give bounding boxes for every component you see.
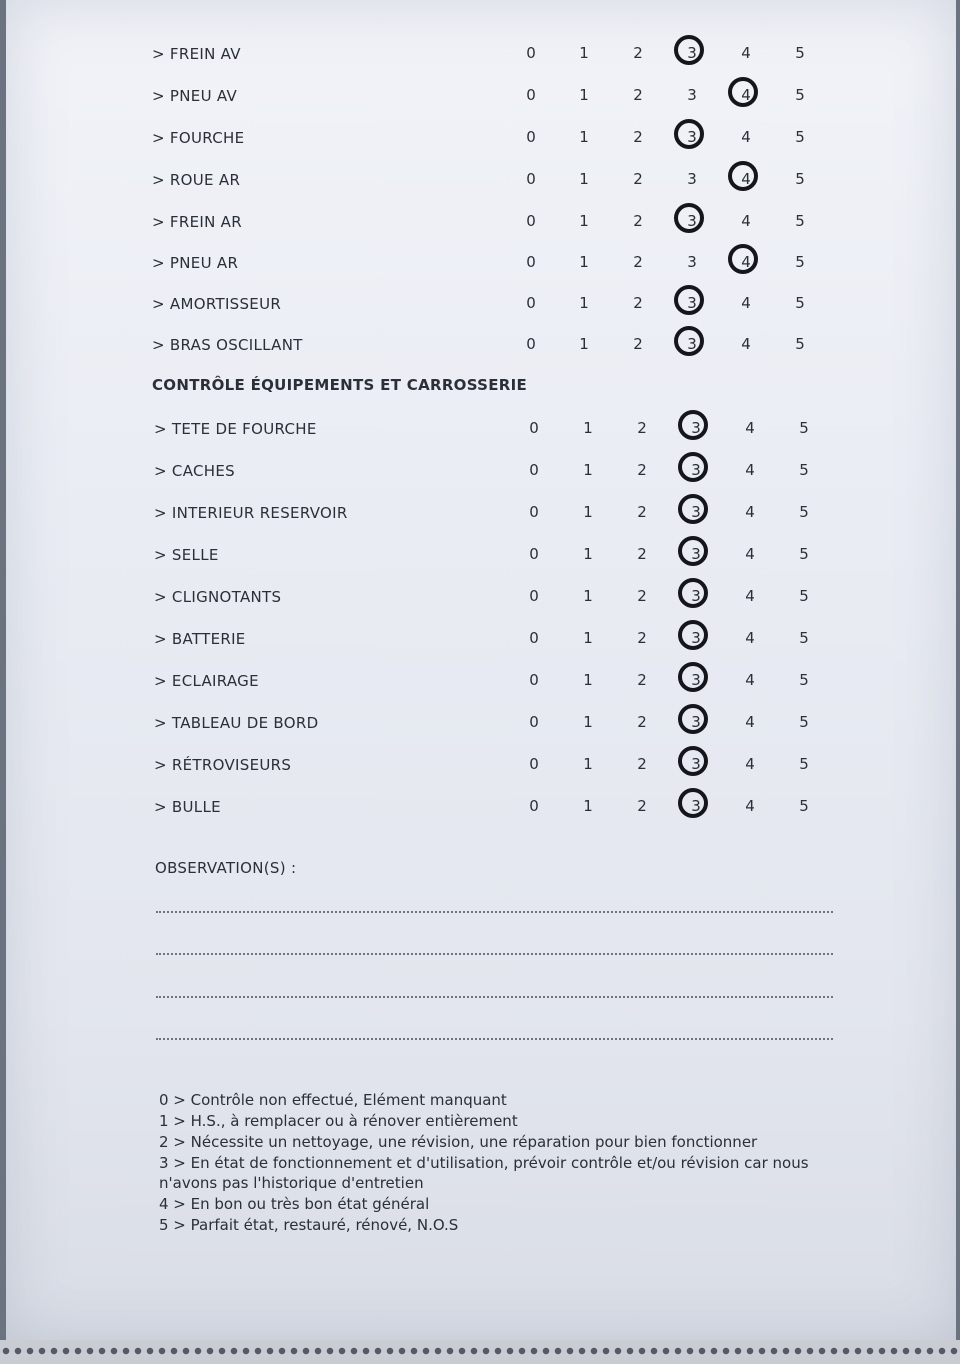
score-option[interactable]: 5 [795,335,805,353]
score-option[interactable]: 5 [799,755,809,773]
score-option[interactable]: 2 [633,335,643,353]
score-option[interactable]: 5 [799,503,809,521]
score-option[interactable]: 2 [637,671,647,689]
score-option[interactable]: 1 [579,212,589,230]
score-option[interactable]: 0 [529,671,539,689]
score-option[interactable]: 0 [526,86,536,104]
score-option[interactable]: 0 [526,170,536,188]
score-option[interactable]: 2 [633,86,643,104]
observation-line[interactable] [156,996,833,998]
score-option[interactable]: 1 [583,629,593,647]
score-option-selected[interactable]: 3 [686,503,706,521]
score-option[interactable]: 2 [637,713,647,731]
score-option[interactable]: 2 [637,545,647,563]
score-option[interactable]: 0 [529,797,539,815]
rating-row-label: > PNEU AV [152,87,238,105]
score-option[interactable]: 1 [579,294,589,312]
rating-row [6,629,960,659]
score-option[interactable]: 2 [633,294,643,312]
score-option-selected[interactable]: 3 [682,128,702,146]
rating-row-label: > BRAS OSCILLANT [152,336,303,354]
score-option[interactable]: 4 [745,419,755,437]
score-option-selected[interactable]: 3 [686,755,706,773]
score-option[interactable]: 4 [745,755,755,773]
legend-line: 5 > Parfait état, restauré, rénové, N.O.S [159,1216,459,1234]
score-option[interactable]: 0 [526,253,536,271]
score-option[interactable]: 0 [529,755,539,773]
score-option[interactable]: 5 [799,713,809,731]
score-option[interactable]: 0 [529,503,539,521]
score-option[interactable]: 2 [633,44,643,62]
rating-row [6,671,960,701]
score-option-selected[interactable]: 3 [686,629,706,647]
score-option[interactable]: 4 [745,545,755,563]
rating-row [6,755,960,785]
score-option[interactable]: 0 [526,128,536,146]
score-option[interactable]: 0 [526,335,536,353]
rating-row-label: > BULLE [154,798,221,816]
rating-row-label: > AMORTISSEUR [152,295,282,313]
score-option-selected[interactable]: 3 [686,461,706,479]
score-option[interactable]: 1 [583,419,593,437]
score-option[interactable]: 0 [526,44,536,62]
rating-row [6,713,960,743]
score-option[interactable]: 0 [526,294,536,312]
rating-row-label: > FOURCHE [152,129,245,147]
rating-row-label: > TETE DE FOURCHE [154,420,317,438]
score-option[interactable]: 5 [799,671,809,689]
score-option-selected[interactable]: 3 [686,713,706,731]
score-option[interactable]: 1 [583,713,593,731]
rating-row-label: > CLIGNOTANTS [154,588,282,606]
score-option[interactable]: 4 [741,294,751,312]
rating-row [6,170,960,200]
rating-row [6,212,960,242]
score-option[interactable]: 5 [795,170,805,188]
score-option[interactable]: 2 [633,212,643,230]
score-option[interactable]: 1 [579,86,589,104]
score-option[interactable]: 0 [529,419,539,437]
section-title: CONTRÔLE ÉQUIPEMENTS ET CARROSSERIE [152,376,528,394]
score-option[interactable]: 3 [687,170,697,188]
score-option[interactable]: 5 [795,294,805,312]
score-option[interactable]: 4 [745,797,755,815]
score-option-selected[interactable]: 3 [686,545,706,563]
score-option-selected[interactable]: 3 [686,419,706,437]
plastic-sleeve-binding [0,1340,960,1364]
score-option[interactable]: 4 [745,461,755,479]
observations-title: OBSERVATION(S) : [155,859,297,877]
score-option-selected[interactable]: 3 [686,671,706,689]
score-option[interactable]: 1 [583,545,593,563]
score-option[interactable]: 5 [795,253,805,271]
score-option[interactable]: 4 [745,629,755,647]
score-option[interactable]: 1 [579,253,589,271]
score-option[interactable]: 0 [529,461,539,479]
rating-row-label: > FREIN AR [152,213,242,231]
score-option[interactable]: 0 [526,212,536,230]
score-option[interactable]: 4 [745,587,755,605]
score-option[interactable]: 1 [583,587,593,605]
score-option[interactable]: 4 [745,671,755,689]
score-option[interactable]: 4 [745,503,755,521]
observation-line[interactable] [156,911,833,913]
score-option[interactable]: 3 [687,253,697,271]
score-option-selected[interactable]: 3 [682,212,702,230]
binding-holes [0,1346,960,1356]
score-option[interactable]: 5 [799,797,809,815]
score-option[interactable]: 1 [579,44,589,62]
score-option[interactable]: 4 [745,713,755,731]
rating-row-label: > SELLE [154,546,219,564]
score-option[interactable]: 5 [799,419,809,437]
score-option[interactable]: 1 [579,170,589,188]
legend-line: 2 > Nécessite un nettoyage, une révision, une réparation pour bien fonctionner [159,1133,758,1151]
score-option-selected[interactable]: 3 [682,44,702,62]
score-option[interactable]: 5 [799,545,809,563]
rating-row-label: > TABLEAU DE BORD [154,714,319,732]
score-option[interactable]: 1 [583,671,593,689]
legend-line: 1 > H.S., à remplacer ou à rénover entièrement [159,1112,518,1130]
score-option[interactable]: 5 [799,461,809,479]
score-option[interactable]: 1 [583,503,593,521]
score-option[interactable]: 2 [633,253,643,271]
score-option[interactable]: 2 [633,128,643,146]
legend-line: 0 > Contrôle non effectué, Elément manquant [159,1091,507,1109]
score-option[interactable]: 4 [741,212,751,230]
score-option[interactable]: 5 [799,629,809,647]
score-option-selected[interactable]: 3 [682,335,702,353]
rating-row [6,294,960,324]
rating-row-label: > INTERIEUR RESERVOIR [154,504,348,522]
score-option[interactable]: 0 [529,587,539,605]
score-option-selected[interactable]: 3 [682,294,702,312]
score-option[interactable]: 1 [579,335,589,353]
score-option[interactable]: 2 [637,629,647,647]
score-option[interactable]: 2 [637,797,647,815]
observation-line[interactable] [156,953,833,955]
score-option[interactable]: 3 [687,86,697,104]
observation-line[interactable] [156,1038,833,1040]
legend-line: 4 > En bon ou très bon état général [159,1195,430,1213]
rating-row-label: > FREIN AV [152,45,241,63]
score-option[interactable]: 5 [795,86,805,104]
score-option[interactable]: 0 [529,713,539,731]
score-option-selected[interactable]: 4 [736,170,756,188]
score-option[interactable]: 2 [637,587,647,605]
score-option[interactable]: 5 [795,212,805,230]
rating-row [6,419,960,449]
rating-row-label: > CACHES [154,462,235,480]
score-option[interactable]: 4 [741,335,751,353]
score-option[interactable]: 5 [799,587,809,605]
legend-line: 3 > En état de fonctionnement et d'utilisation, prévoir contrôle et/ou révision car nous [159,1154,809,1172]
legend-line: n'avons pas l'historique d'entretien [159,1174,424,1192]
score-option[interactable]: 2 [637,419,647,437]
rating-row [6,587,960,617]
rating-row [6,86,960,116]
rating-row [6,128,960,158]
rating-row-label: > BATTERIE [154,630,246,648]
score-option-selected[interactable]: 3 [686,587,706,605]
score-option[interactable]: 4 [741,44,751,62]
score-option-selected[interactable]: 4 [736,86,756,104]
rating-row-label: > PNEU AR [152,254,239,272]
rating-row-label: > ROUE AR [152,171,241,189]
score-option[interactable]: 5 [795,128,805,146]
inspection-sheet [6,0,956,1340]
rating-row [6,461,960,491]
score-option[interactable]: 5 [795,44,805,62]
score-option[interactable]: 1 [583,755,593,773]
rating-row [6,797,960,827]
rating-row-label: > RÉTROVISEURS [154,756,292,774]
rating-row-label: > ECLAIRAGE [154,672,259,690]
score-option[interactable]: 2 [637,461,647,479]
rating-row [6,335,960,365]
score-option-selected[interactable]: 4 [736,253,756,271]
score-option[interactable]: 1 [583,797,593,815]
score-option[interactable]: 0 [529,629,539,647]
rating-row [6,253,960,283]
score-option[interactable]: 2 [633,170,643,188]
rating-row [6,545,960,575]
score-option[interactable]: 2 [637,503,647,521]
score-option[interactable]: 0 [529,545,539,563]
rating-row [6,44,960,74]
score-option[interactable]: 1 [583,461,593,479]
score-option-selected[interactable]: 3 [686,797,706,815]
rating-row [6,503,960,533]
score-option[interactable]: 1 [579,128,589,146]
score-option[interactable]: 4 [741,128,751,146]
score-option[interactable]: 2 [637,755,647,773]
